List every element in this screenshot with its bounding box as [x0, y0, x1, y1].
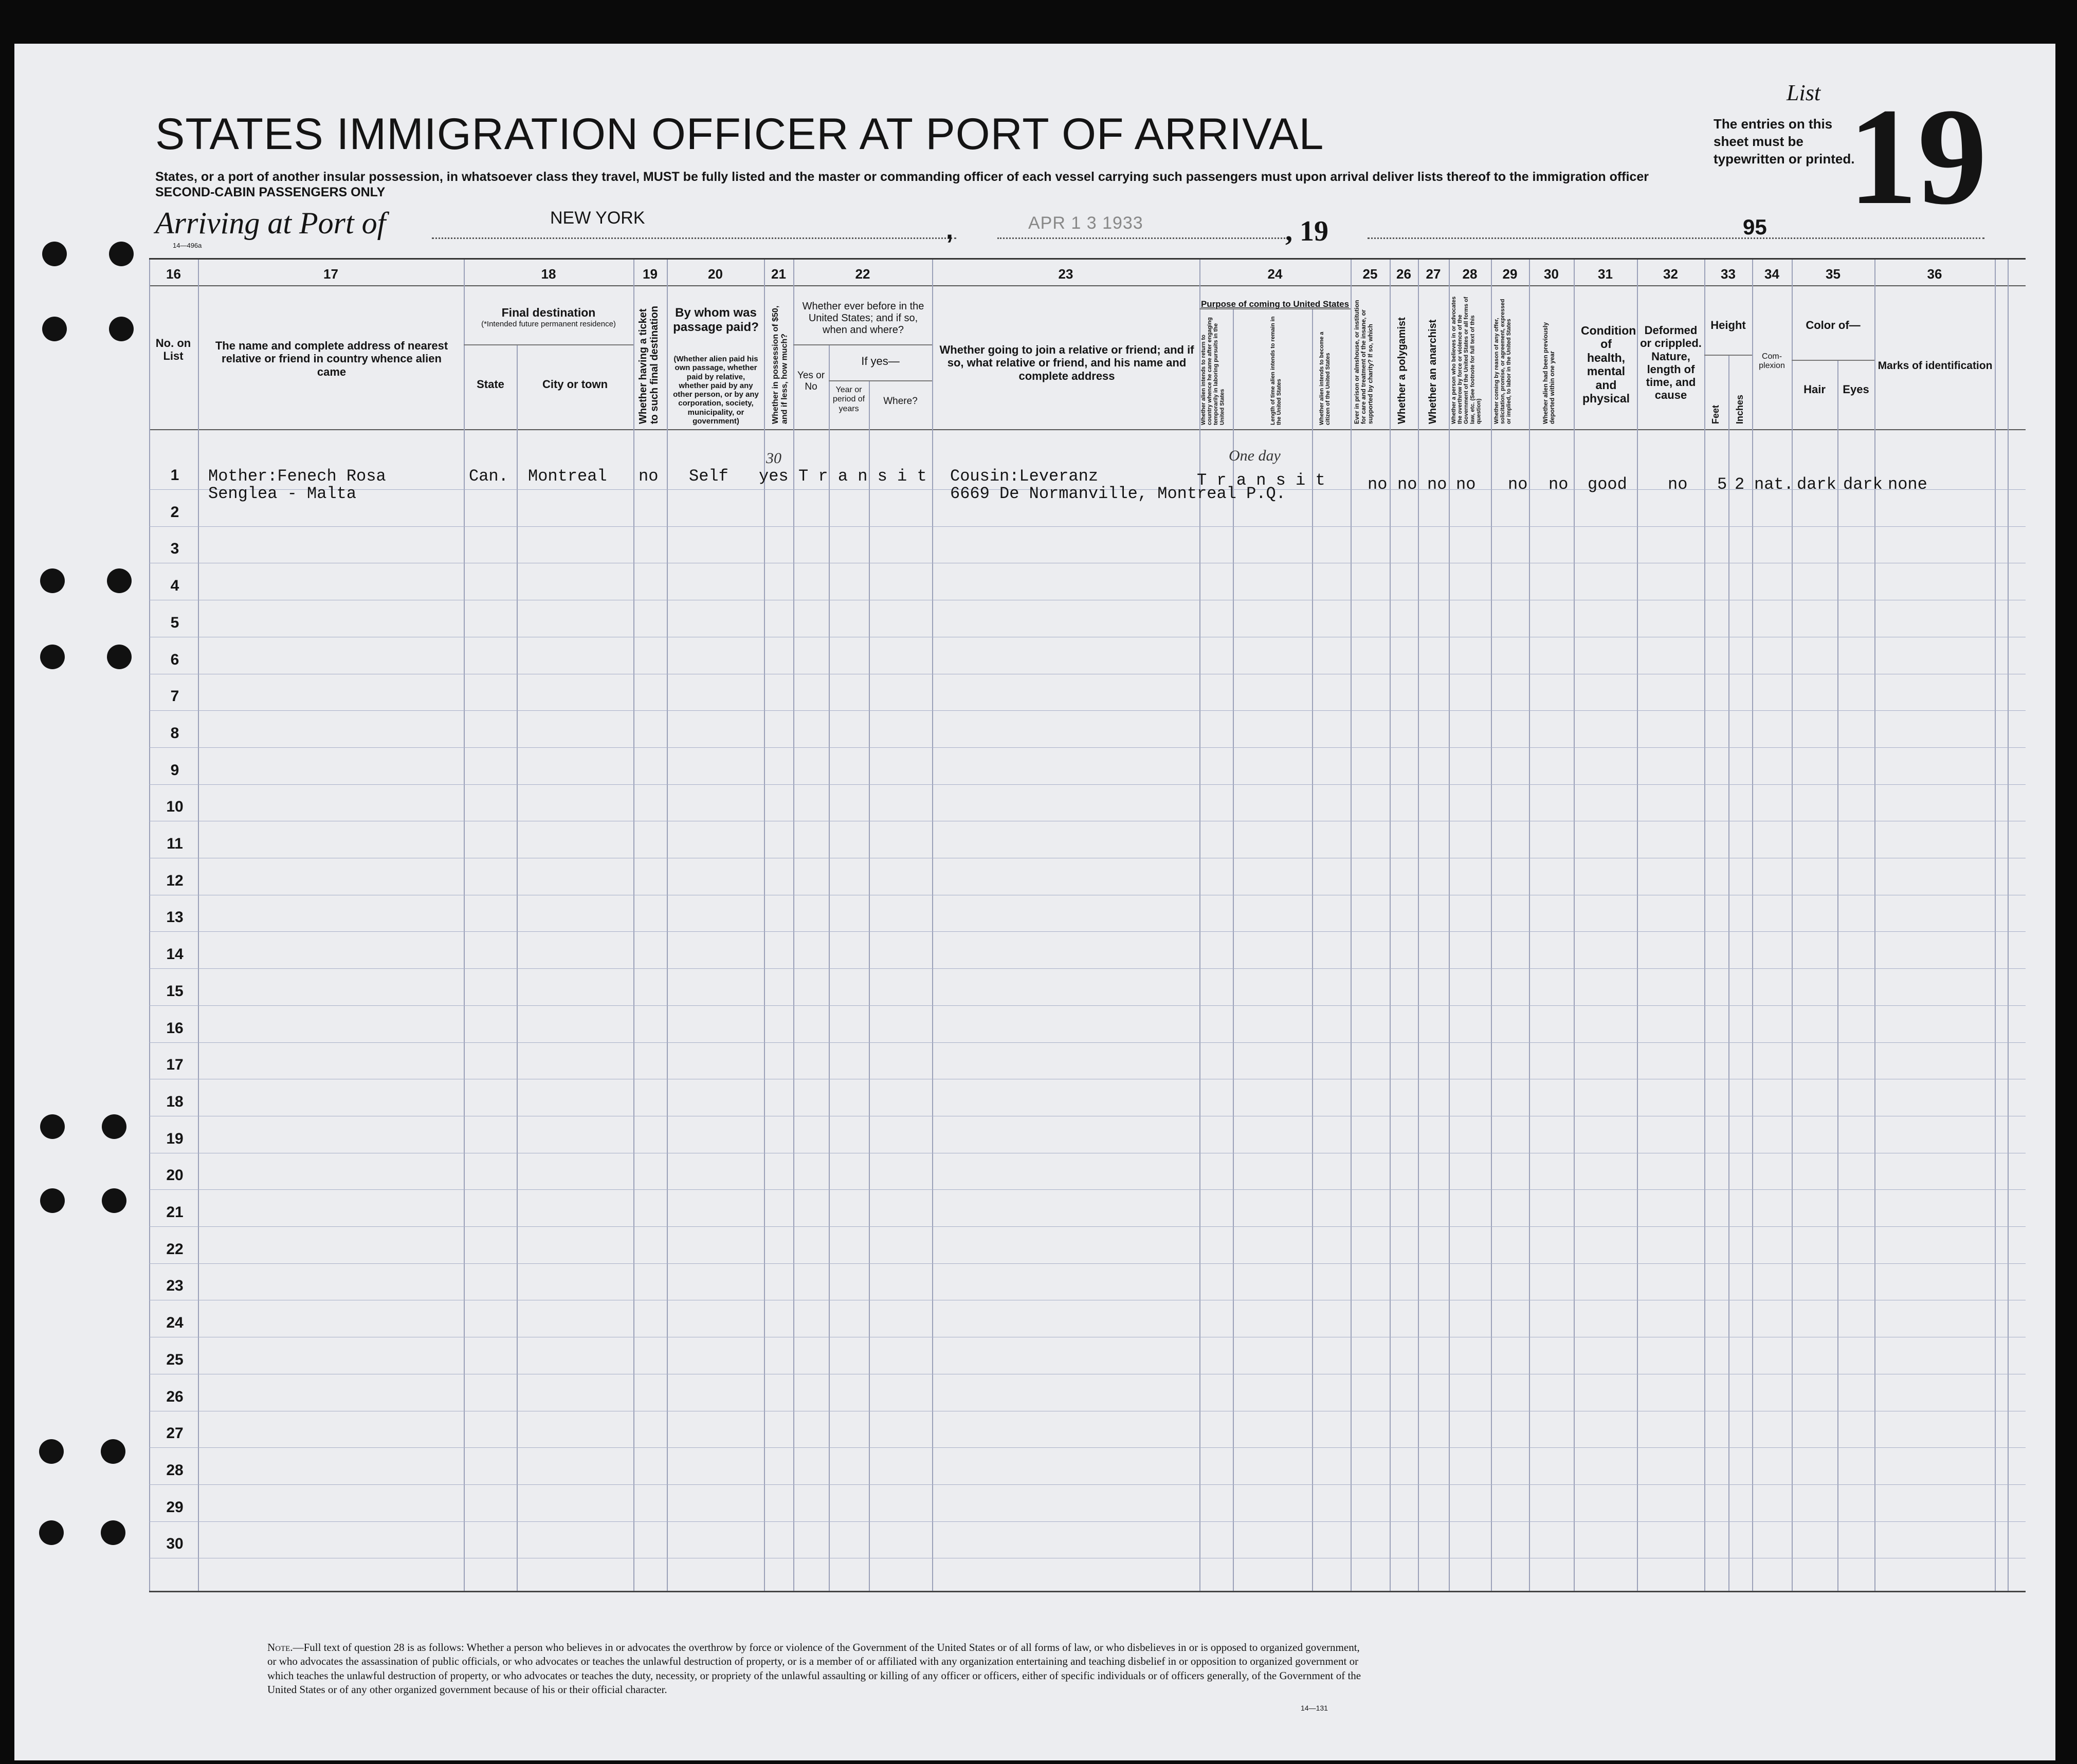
- port-label: Arriving at Port of: [155, 206, 386, 240]
- eyes-value: dark: [1843, 475, 1883, 494]
- punch-hole: [109, 242, 134, 266]
- money-handwritten: 30: [766, 450, 781, 467]
- header-prison: Ever in prison or almshouse, or institution for care and treatment of the insane, or supported by charity? If so, which: [1353, 300, 1374, 424]
- list-number: 19: [1848, 80, 1987, 233]
- header-purpose-citizen: Whether alien intends to become a citizen of the United States: [1319, 332, 1332, 425]
- row-number: 21: [166, 1204, 184, 1221]
- date-line: [997, 237, 1285, 239]
- before-in-us-value: T r a n s i t: [798, 467, 927, 486]
- small-code: 14—496a: [173, 242, 202, 249]
- form-code: 95: [1743, 215, 1767, 239]
- row-number: 24: [166, 1314, 184, 1331]
- row-line: [149, 1005, 2026, 1006]
- purpose-handwritten: One day: [1229, 447, 1281, 464]
- q29-value: no: [1508, 475, 1528, 494]
- column-number: 31: [1598, 266, 1613, 282]
- header-purpose-length: Length of time alien intends to remain in the United States: [1270, 316, 1283, 425]
- row-number: 16: [166, 1020, 184, 1037]
- punch-hole: [40, 1114, 65, 1139]
- row-number: 27: [166, 1425, 184, 1442]
- row-line: [149, 931, 2026, 932]
- header-bottom-rule: [149, 429, 2026, 430]
- row-line: [149, 1042, 2026, 1043]
- column-number: 30: [1544, 266, 1559, 282]
- column-number: 29: [1502, 266, 1518, 282]
- row-number: 22: [166, 1241, 184, 1258]
- relative-address: Senglea - Malta: [208, 484, 357, 503]
- row-number: 9: [170, 762, 179, 779]
- header-state: State: [477, 378, 504, 391]
- row-line: [149, 526, 2026, 527]
- join-relative-name: Cousin:Leveranz: [950, 467, 1099, 486]
- header-join-relative: Whether going to join a relative or friend; and if so, what relative or friend, and his name and complete address: [939, 343, 1194, 382]
- row-line: [149, 784, 2026, 785]
- q30-value: no: [1548, 475, 1569, 494]
- column-number: 34: [1764, 266, 1779, 282]
- punch-hole: [40, 645, 65, 669]
- row-number: 14: [166, 946, 184, 963]
- header-purpose: Purpose of coming to United States: [1200, 299, 1350, 309]
- row-number: 7: [170, 688, 179, 705]
- manifest-sheet: [14, 44, 2055, 1760]
- ticket-value: no: [639, 467, 659, 486]
- row-number: 12: [166, 872, 184, 889]
- punch-hole: [107, 568, 132, 593]
- column-number: 21: [771, 266, 786, 282]
- row-number: 20: [166, 1167, 184, 1184]
- colnum-rule: [149, 285, 2026, 286]
- column-number: 35: [1826, 266, 1841, 282]
- row-number: 4: [170, 577, 179, 594]
- punch-hole: [39, 1520, 64, 1545]
- port-value: NEW YORK: [550, 208, 645, 228]
- column-number: 17: [323, 266, 338, 282]
- page-subtitle: States, or a port of another insular possession, in whatsoever class they travel, MUST be fully listed and the master or commanding officer of each vessel carrying such passengers must upon arrival deliver lists thereof to the immigration officer: [155, 170, 1649, 184]
- feet-value: 5: [1717, 475, 1727, 494]
- header-complexion: Com- plexion: [1759, 352, 1785, 371]
- column-number: 24: [1267, 266, 1283, 282]
- hair-value: dark: [1797, 475, 1836, 494]
- header-inches: Inches: [1735, 394, 1745, 424]
- header-final-destination: Final destination: [501, 306, 596, 319]
- punch-hole: [109, 317, 134, 341]
- punch-hole: [107, 645, 132, 669]
- row-number: 29: [166, 1499, 184, 1516]
- row-line: [149, 1226, 2026, 1227]
- header-q29: Whether coming by reason of any offer, solicitation, promise, or agreement, expressed or implied, to labor in the United States: [1493, 299, 1513, 424]
- row-number: 11: [167, 835, 183, 852]
- header-where: Where?: [883, 396, 918, 407]
- destination-state: Can.: [469, 467, 508, 486]
- row-line: [149, 1447, 2026, 1448]
- punch-hole: [102, 1114, 126, 1139]
- column-number: 22: [855, 266, 870, 282]
- complexion-value: nat.: [1754, 475, 1794, 494]
- row-number: 2: [170, 504, 179, 521]
- header-money: Whether in possession of $50, and if less, how much?: [771, 305, 789, 424]
- header-period: Year or period of years: [832, 385, 865, 413]
- destination-city: Montreal: [528, 467, 607, 486]
- row-line: [149, 1484, 2026, 1485]
- punch-hole: [102, 1188, 126, 1213]
- column-number: 36: [1927, 266, 1942, 282]
- column-number: 23: [1058, 266, 1073, 282]
- punch-hole: [40, 568, 65, 593]
- punch-hole: [101, 1520, 125, 1545]
- punch-hole: [101, 1439, 125, 1464]
- form-number: 14—131: [1301, 1704, 1328, 1712]
- column-number: 33: [1721, 266, 1736, 282]
- footnote-label: Note.—: [267, 1641, 304, 1653]
- row-line: [149, 747, 2026, 748]
- header-polygamist: Whether a polygamist: [1396, 317, 1408, 424]
- header-height: Height: [1710, 319, 1746, 332]
- page-title: STATES IMMIGRATION OFFICER AT PORT OF ARRIVAL: [155, 109, 1324, 159]
- join-relative-address: 6669 De Normanville, Montreal P.Q.: [950, 484, 1286, 503]
- header-eyes: Eyes: [1843, 383, 1869, 396]
- column-number: 16: [166, 266, 181, 282]
- column-number: 18: [541, 266, 556, 282]
- row-number: 28: [166, 1462, 184, 1479]
- row-line: [149, 1189, 2026, 1190]
- row-number: 30: [166, 1535, 184, 1552]
- row-number: 10: [166, 798, 184, 815]
- header-yes-no: Yes or No: [797, 370, 825, 392]
- header-anarchist: Whether an anarchist: [1427, 319, 1438, 424]
- row-number: 8: [170, 725, 179, 742]
- column-number: 25: [1362, 266, 1378, 282]
- row-number: 18: [166, 1093, 184, 1110]
- header-color: Color of—: [1806, 319, 1861, 332]
- row-number: 25: [166, 1351, 184, 1368]
- row-number: 3: [170, 540, 179, 557]
- row-number: 1: [170, 467, 179, 484]
- year-prefix: , 19: [1285, 215, 1328, 247]
- date-stamp: APR 1 3 1933: [1028, 213, 1143, 233]
- column-number: 26: [1396, 266, 1411, 282]
- header-passage-paid-note: (Whether alien paid his own passage, whether paid by relative, whether paid by any other person, or by any corporation, society, municipality, or government): [673, 355, 759, 426]
- header-feet: Feet: [1710, 405, 1721, 424]
- row-number: 13: [166, 909, 184, 926]
- row-line: [149, 1521, 2026, 1522]
- row-number: 19: [166, 1130, 184, 1147]
- year-line: [1368, 237, 1984, 239]
- money-value: yes: [759, 467, 789, 486]
- header-final-destination-note: (*Intended future permanent residence): [481, 320, 616, 328]
- header-ticket: Whether having a ticket to such final destination: [637, 305, 660, 424]
- column-number: 32: [1663, 266, 1678, 282]
- anarchist-value: no: [1427, 475, 1447, 494]
- row-number: 26: [166, 1388, 184, 1405]
- row-number: 6: [170, 651, 179, 668]
- column-number: 27: [1426, 266, 1441, 282]
- health-value: good: [1588, 475, 1627, 494]
- deformed-value: no: [1668, 475, 1688, 494]
- table-top-rule: [149, 258, 2026, 260]
- port-line: [432, 237, 956, 239]
- punch-hole: [42, 317, 67, 341]
- header-health: Condition of health, mental and physical: [1581, 324, 1636, 406]
- header-deformed: Deformed or crippled. Nature, length of time, and cause: [1640, 324, 1702, 402]
- row-number: 23: [166, 1277, 184, 1294]
- passenger-class: SECOND-CABIN PASSENGERS ONLY: [155, 185, 386, 199]
- header-purpose-return: Whether alien intends to return to country whence he came after engaging temporarily in laboring pursuits in the United States: [1200, 317, 1226, 425]
- header-passage-paid: By whom was passage paid?: [673, 306, 759, 334]
- header-if-yes: If yes—: [861, 355, 900, 368]
- row-number: 5: [170, 614, 179, 631]
- column-number: 20: [708, 266, 723, 282]
- row-number: 17: [166, 1056, 184, 1073]
- row-line: [149, 968, 2026, 969]
- q28-value: no: [1456, 475, 1476, 494]
- polygamist-value: no: [1397, 475, 1417, 494]
- column-number: 28: [1462, 266, 1478, 282]
- punch-hole: [42, 242, 67, 266]
- header-q30: Whether alien had been previously deported within one year: [1542, 322, 1556, 424]
- row-line: [149, 710, 2026, 711]
- header-marks: Marks of identification: [1878, 360, 1993, 372]
- header-q28: Whether a person who believes in or advocates the overthrow by force or violence of the Government of the United States or all forms of law, etc. (See footnote for full text of this question): [1451, 296, 1482, 424]
- row-number: 15: [166, 983, 184, 1000]
- column-number: 19: [643, 266, 658, 282]
- header-nearest-relative: The name and complete address of nearest relative or friend in country whence alien came: [215, 339, 448, 378]
- header-city: City or town: [542, 378, 608, 391]
- prison-value: no: [1368, 475, 1388, 494]
- row-line: [149, 1263, 2026, 1264]
- marks-value: none: [1888, 475, 1927, 494]
- header-before-in-us: Whether ever before in the United States; and if so, when and where?: [802, 301, 924, 336]
- inches-value: 2: [1735, 475, 1745, 494]
- table-bottom-rule: [149, 1591, 2026, 1592]
- footnote: [267, 1641, 1368, 1697]
- punch-hole: [39, 1439, 64, 1464]
- header-no-on-list: No. on List: [155, 337, 191, 363]
- relative-name: Mother:Fenech Rosa: [208, 467, 386, 486]
- typewritten-note: The entries on this sheet must be typewritten or printed.: [1714, 116, 1855, 167]
- list-label: List: [1787, 80, 1821, 105]
- paid-by-value: Self: [689, 467, 728, 486]
- footnote-text: Full text of question 28 is as follows: Whether a person who believes in or advocates the overthrow by force or violence of the Government of the United States or of all forms of law, or who disbelieves in or is opposed to organized government, or who advocates the assassination of public officials, or who advocates or teaches the unlawful destruction of property, or is a member of or affiliated with any organization entertaining and teaching disbelief in or opposition to organized government or which teaches the unlawful destruction of property, or who advocates or teaches the duty, necessity, or propriety of the unlawful assaulting or killing of any officer or officers, either of specific individuals or of officers generally, of the Government of the United States or of any other organized government because of his or their official character.: [267, 1641, 1361, 1696]
- purpose-value: T r a n s i t: [1197, 471, 1325, 490]
- punch-hole: [40, 1188, 65, 1213]
- header-hair: Hair: [1803, 383, 1826, 396]
